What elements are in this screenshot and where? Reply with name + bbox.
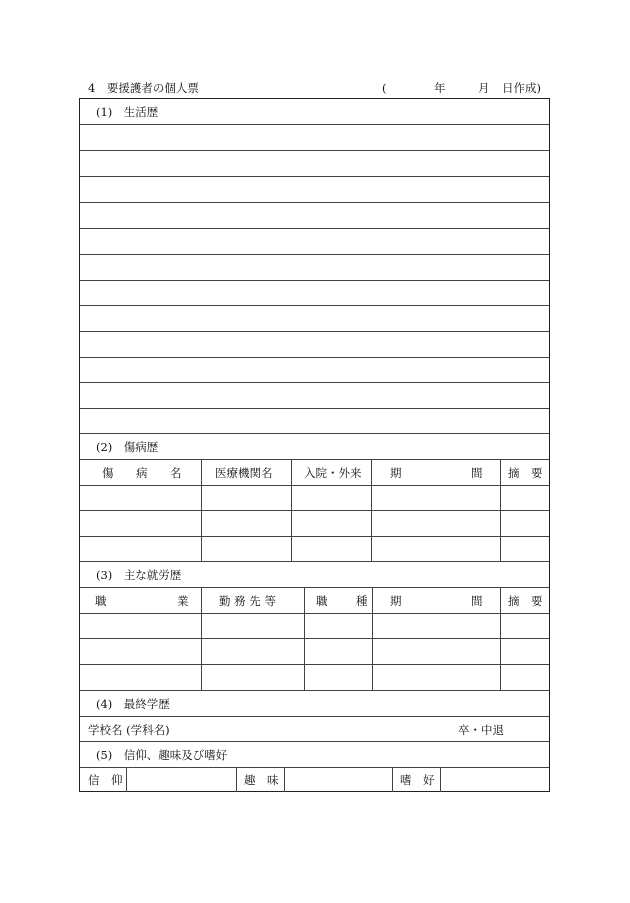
section-illness-history-label: (2) 傷病歴 (96, 440, 159, 454)
column-divider (201, 587, 202, 690)
row-divider (80, 587, 549, 588)
row-divider (80, 767, 549, 768)
life-history-line (80, 280, 549, 281)
life-history-line (80, 408, 549, 409)
table-row (80, 638, 549, 639)
column-divider (236, 767, 237, 792)
column-divider (372, 587, 373, 690)
column-divider (392, 767, 393, 792)
date-open-paren: ( (382, 81, 387, 95)
col-occupation-1: 職 (95, 594, 107, 608)
column-divider (500, 587, 501, 690)
graduation-status-label: 卒・中退 (458, 723, 504, 737)
life-history-line (80, 305, 549, 306)
section-faith-hobby-label: (5) 信仰、趣味及び嗜好 (96, 748, 228, 762)
date-suffix-label: 日作成) (502, 81, 541, 95)
table-row (80, 510, 549, 511)
col-summary: 摘 要 (508, 466, 543, 480)
column-divider (284, 767, 285, 792)
life-history-line (80, 331, 549, 332)
col-illness-name-3: 名 (170, 466, 182, 480)
col-job-type-1: 職 (316, 594, 328, 608)
column-divider (201, 459, 202, 561)
section-education-label: (4) 最終学歴 (96, 697, 170, 711)
form-title: 4 要援護者の個人票 (88, 81, 199, 95)
form-header (80, 80, 550, 96)
section-divider (80, 433, 549, 434)
column-divider (291, 459, 292, 561)
column-divider (126, 767, 127, 792)
table-row (80, 536, 549, 537)
col-inpatient-outpatient: 入院・外来 (304, 466, 362, 480)
col-workplace: 勤 務 先 等 (219, 594, 276, 608)
column-divider (304, 587, 305, 690)
section-divider (80, 561, 549, 562)
table-row (80, 485, 549, 486)
hobby-label: 趣 味 (244, 773, 279, 787)
row-divider (80, 716, 549, 717)
col-illness-name-1: 傷 (102, 466, 114, 480)
col-period-2: 間 (471, 466, 483, 480)
col-summary: 摘 要 (508, 594, 543, 608)
row-divider (80, 124, 549, 125)
life-history-line (80, 202, 549, 203)
column-divider (500, 459, 501, 561)
col-illness-name-2: 病 (136, 466, 148, 480)
date-month-label: 月 (478, 81, 490, 95)
life-history-line (80, 357, 549, 358)
col-period-1: 期 (390, 466, 402, 480)
table-row (80, 664, 549, 665)
life-history-line (80, 176, 549, 177)
col-job-type-2: 種 (356, 594, 368, 608)
section-divider (80, 741, 549, 742)
col-period-2: 間 (471, 594, 483, 608)
taste-label: 嗜 好 (400, 773, 435, 787)
column-divider (440, 767, 441, 792)
life-history-line (80, 150, 549, 151)
col-medical-institution: 医療機関名 (215, 466, 273, 480)
life-history-line (80, 382, 549, 383)
col-period-1: 期 (390, 594, 402, 608)
section-divider (80, 690, 549, 691)
school-name-label: 学校名 (学科名) (88, 723, 170, 737)
life-history-line (80, 254, 549, 255)
column-divider (371, 459, 372, 561)
date-year-label: 年 (434, 81, 446, 95)
life-history-line (80, 228, 549, 229)
row-divider (80, 459, 549, 460)
section-work-history-label: (3) 主な就労歴 (96, 568, 182, 582)
table-row (80, 613, 549, 614)
section-life-history-label: (1) 生活歴 (96, 105, 159, 119)
faith-label: 信 仰 (88, 773, 123, 787)
personal-record-form (79, 98, 550, 792)
col-occupation-2: 業 (177, 594, 189, 608)
